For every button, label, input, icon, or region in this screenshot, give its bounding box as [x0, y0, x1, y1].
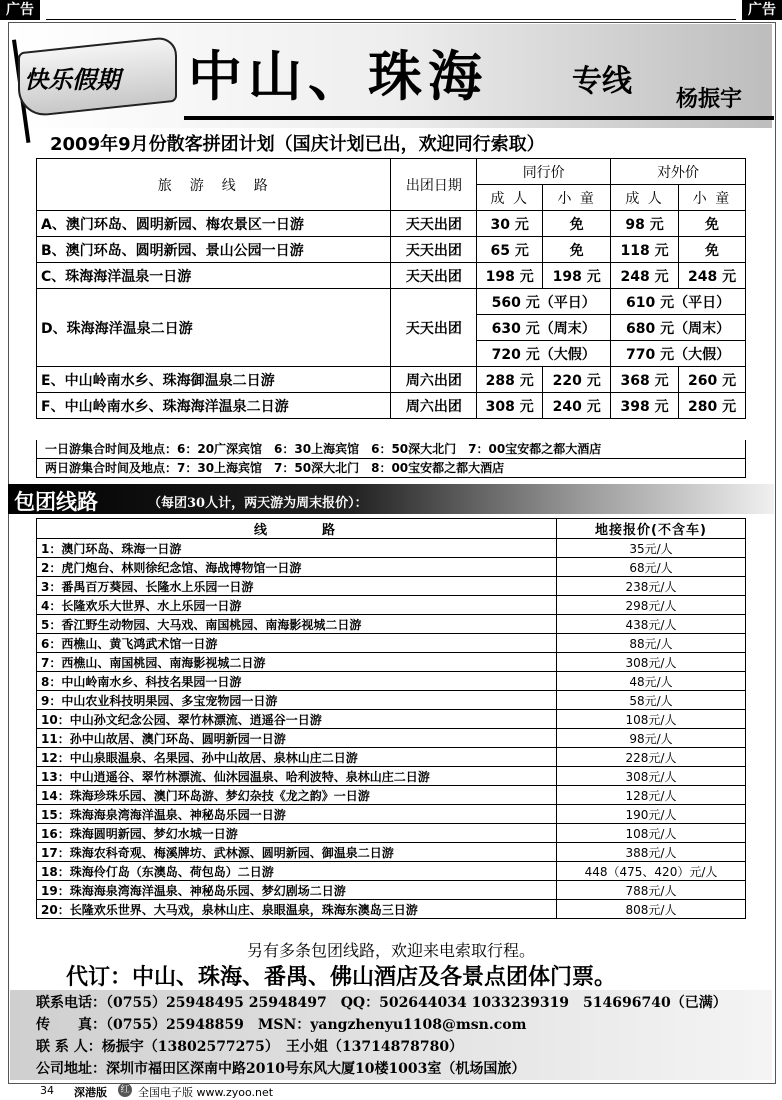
title-underline	[184, 116, 774, 120]
charter-route-cell: 15：珠海海泉湾海洋温泉、神秘岛乐园一日游	[37, 805, 557, 824]
charter-note: （每团30人计，两天游为周末报价）：	[148, 496, 368, 511]
flag-text: 快乐假期	[24, 65, 120, 94]
charter-banner	[8, 484, 774, 514]
charter-price-cell: 98元/人	[557, 729, 746, 748]
price-cell: 118 元	[611, 237, 679, 263]
price-cell: 630 元（周末）	[477, 315, 611, 341]
price-cell: 610 元（平日）	[611, 289, 746, 315]
contact-fax: 传 真：（0755）25948859 MSN：yangzhenyu1108@msn.com	[36, 1017, 527, 1033]
price-cell: 680 元（周末）	[611, 315, 746, 341]
charter-price-cell: 448（475、420）元/人	[557, 862, 746, 881]
charter-route-cell: 18：珠海伶仃岛（东澳岛、荷包岛）二日游	[37, 862, 557, 881]
charter-route-cell: 19：珠海海泉湾海洋温泉、神秘岛乐园、梦幻剧场二日游	[37, 881, 557, 900]
charter-route-cell: 16：珠海圆明新园、梦幻水城一日游	[37, 824, 557, 843]
route-cell: C、珠海海洋温泉一日游	[37, 263, 391, 289]
ad-label-left: 广告	[0, 0, 40, 20]
table-row	[37, 596, 746, 615]
price-cell: 免	[543, 211, 611, 237]
contact-phone: 联系电话：（0755）25948495 25948497 QQ：502644034 1033239319 514696740（已满）	[36, 995, 727, 1011]
price-cell: 248 元	[611, 263, 679, 289]
date-cell: 周六出团	[391, 393, 477, 419]
charter-route-cell: 17：珠海农科奇观、梅溪牌坊、武林源、圆明新园、御温泉二日游	[37, 843, 557, 862]
price-cell: 98 元	[611, 211, 679, 237]
two-day-gathering: 两日游集合时间及地点：7：30上海宾馆 7：50深大北门 8：00宝安都之都大酒店	[36, 459, 746, 478]
table-row	[37, 577, 746, 596]
table-row	[37, 237, 746, 263]
table-row	[37, 634, 746, 653]
charter-price-cell: 58元/人	[557, 691, 746, 710]
page-number: 34	[40, 1084, 54, 1097]
header-route: 旅 游 线 路	[37, 159, 391, 211]
route-cell: E、中山岭南水乡、珠海御温泉二日游	[37, 367, 391, 393]
table-row	[37, 558, 746, 577]
charter-price-cell: 48元/人	[557, 672, 746, 691]
date-cell: 天天出团	[391, 263, 477, 289]
main-title: 中山、珠海	[188, 44, 488, 108]
charter-price-cell: 238元/人	[557, 577, 746, 596]
charter-route-cell: 12：中山泉眼温泉、名果园、孙中山故居、泉林山庄二日游	[37, 748, 557, 767]
charter-route-cell: 14：珠海珍珠乐园、澳门环岛游、梦幻杂技《龙之韵》一日游	[37, 786, 557, 805]
price-cell: 308 元	[477, 393, 543, 419]
charter-route-cell: 4：长隆欢乐大世界、水上乐园一日游	[37, 596, 557, 615]
table-row	[37, 263, 746, 289]
gathering-info	[36, 440, 746, 478]
edition-label: 深港版	[74, 1086, 107, 1099]
price-cell: 260 元	[679, 367, 746, 393]
date-cell: 天天出团	[391, 237, 477, 263]
charter-price-cell: 788元/人	[557, 881, 746, 900]
header-date: 出团日期	[391, 159, 477, 211]
charter-price-cell: 108元/人	[557, 824, 746, 843]
charter-route-cell: 11：孙中山故居、澳门环岛、圆明新园一日游	[37, 729, 557, 748]
charter-price-cell: 298元/人	[557, 596, 746, 615]
charter-title: 包团线路	[14, 489, 98, 514]
table-row	[37, 653, 746, 672]
price-cell: 280 元	[679, 393, 746, 419]
table-row	[37, 691, 746, 710]
date-cell: 周六出团	[391, 367, 477, 393]
charter-route-cell: 20：长隆欢乐世界、大马戏，泉林山庄、泉眼温泉，珠海东澳岛三日游	[37, 900, 557, 919]
charter-route-cell: 13：中山逍遥谷、翠竹林漂流、仙沐园温泉、哈利波特、泉林山庄二日游	[37, 767, 557, 786]
price-cell: 65 元	[477, 237, 543, 263]
charter-price-cell: 68元/人	[557, 558, 746, 577]
charter-price-cell: 808元/人	[557, 900, 746, 919]
date-cell: 天天出团	[391, 211, 477, 237]
price-cell: 198 元	[477, 263, 543, 289]
charter-price-cell: 228元/人	[557, 748, 746, 767]
charter-route-cell: 9：中山农业科技明果园、多宝宠物园一日游	[37, 691, 557, 710]
sub-title: 专线	[572, 64, 632, 99]
table-row	[37, 805, 746, 824]
table-row	[37, 211, 746, 237]
footer	[0, 1082, 782, 1100]
price-cell: 30 元	[477, 211, 543, 237]
charter-route-cell: 7：西樵山、南国桃园、南海影视城二日游	[37, 653, 557, 672]
plan-title: 2009年9月份散客拼团计划（国庆计划已出，欢迎同行索取）	[50, 134, 545, 155]
price-cell: 288 元	[477, 367, 543, 393]
header-child-retail: 小 童	[679, 185, 746, 211]
route-cell: A、澳门环岛、圆明新园、梅农景区一日游	[37, 211, 391, 237]
charter-price-cell: 35元/人	[557, 539, 746, 558]
table-row	[37, 539, 746, 558]
table-row	[37, 843, 746, 862]
site-label: 全国电子版 www.zyoo.net	[138, 1086, 274, 1099]
table-row	[37, 289, 746, 315]
table-row	[37, 881, 746, 900]
charter-price-cell: 128元/人	[557, 786, 746, 805]
charter-price-cell: 108元/人	[557, 710, 746, 729]
badge-icon: 红	[118, 1083, 132, 1097]
header-retail-price: 对外价	[611, 159, 746, 185]
price-cell: 720 元（大假）	[477, 341, 611, 367]
charter-route-cell: 6：西樵山、黄飞鸿武术馆一日游	[37, 634, 557, 653]
table-row	[37, 367, 746, 393]
table-row	[37, 862, 746, 881]
route-cell: F、中山岭南水乡、珠海海洋温泉二日游	[37, 393, 391, 419]
charter-route-cell: 3：番禺百万葵园、长隆水上乐园一日游	[37, 577, 557, 596]
group-tour-table	[36, 158, 746, 419]
table-row	[37, 786, 746, 805]
charter-header-route: 线 路	[37, 519, 557, 539]
charter-price-cell: 438元/人	[557, 615, 746, 634]
charter-route-cell: 2：虎门炮台、林则徐纪念馆、海战博物馆一日游	[37, 558, 557, 577]
price-cell: 368 元	[611, 367, 679, 393]
header-adult: 成 人	[477, 185, 543, 211]
charter-route-cell: 5：香江野生动物园、大马戏、南国桃园、南海影视城二日游	[37, 615, 557, 634]
header-child: 小 童	[543, 185, 611, 211]
top-rule	[46, 19, 736, 20]
table-row	[37, 615, 746, 634]
charter-route-cell: 1：澳门环岛、珠海一日游	[37, 539, 557, 558]
route-cell: D、珠海海洋温泉二日游	[37, 289, 391, 367]
header-peer-price: 同行价	[477, 159, 611, 185]
route-cell: B、澳门环岛、圆明新园、景山公园一日游	[37, 237, 391, 263]
charter-price-cell: 308元/人	[557, 767, 746, 786]
price-cell: 免	[679, 237, 746, 263]
charter-price-cell: 308元/人	[557, 653, 746, 672]
charter-price-cell: 88元/人	[557, 634, 746, 653]
contact-block	[10, 990, 772, 1080]
price-cell: 770 元（大假）	[611, 341, 746, 367]
price-cell: 198 元	[543, 263, 611, 289]
charter-table	[36, 518, 746, 919]
table-row	[37, 710, 746, 729]
date-cell: 天天出团	[391, 289, 477, 367]
more-routes-note: 另有多条包团线路，欢迎来电索取行程。	[246, 941, 535, 960]
agent-name: 杨振宇	[676, 86, 743, 112]
price-cell: 398 元	[611, 393, 679, 419]
contact-person: 联 系 人：杨振宇（13802577275） 王小姐（13714878780）	[36, 1039, 464, 1055]
booking-note: 代订：中山、珠海、番禺、佛山酒店及各景点团体门票。	[66, 964, 617, 990]
charter-route-cell: 8：中山岭南水乡、科技名果园一日游	[37, 672, 557, 691]
charter-price-cell: 190元/人	[557, 805, 746, 824]
charter-header-price: 地接报价(不含车)	[557, 519, 746, 539]
price-cell: 248 元	[679, 263, 746, 289]
charter-route-cell: 10：中山孙文纪念公园、翠竹林漂流、逍遥谷一日游	[37, 710, 557, 729]
table-row	[37, 393, 746, 419]
header-adult-retail: 成 人	[611, 185, 679, 211]
price-cell: 560 元（平日）	[477, 289, 611, 315]
price-cell: 免	[543, 237, 611, 263]
charter-price-cell: 388元/人	[557, 843, 746, 862]
price-cell: 240 元	[543, 393, 611, 419]
contact-address: 公司地址：深圳市福田区深南中路2010号东风大厦10楼1003室（机场国旅）	[36, 1061, 526, 1077]
table-row	[37, 767, 746, 786]
price-cell: 免	[679, 211, 746, 237]
table-row	[37, 672, 746, 691]
one-day-gathering: 一日游集合时间及地点：6：20广深宾馆 6：30上海宾馆 6：50深大北门 7：00宝安都之都大酒店	[36, 440, 746, 459]
table-row	[37, 900, 746, 919]
ad-label-right: 广告	[742, 0, 782, 20]
table-row	[37, 748, 746, 767]
price-cell: 220 元	[543, 367, 611, 393]
table-row	[37, 824, 746, 843]
table-row	[37, 729, 746, 748]
